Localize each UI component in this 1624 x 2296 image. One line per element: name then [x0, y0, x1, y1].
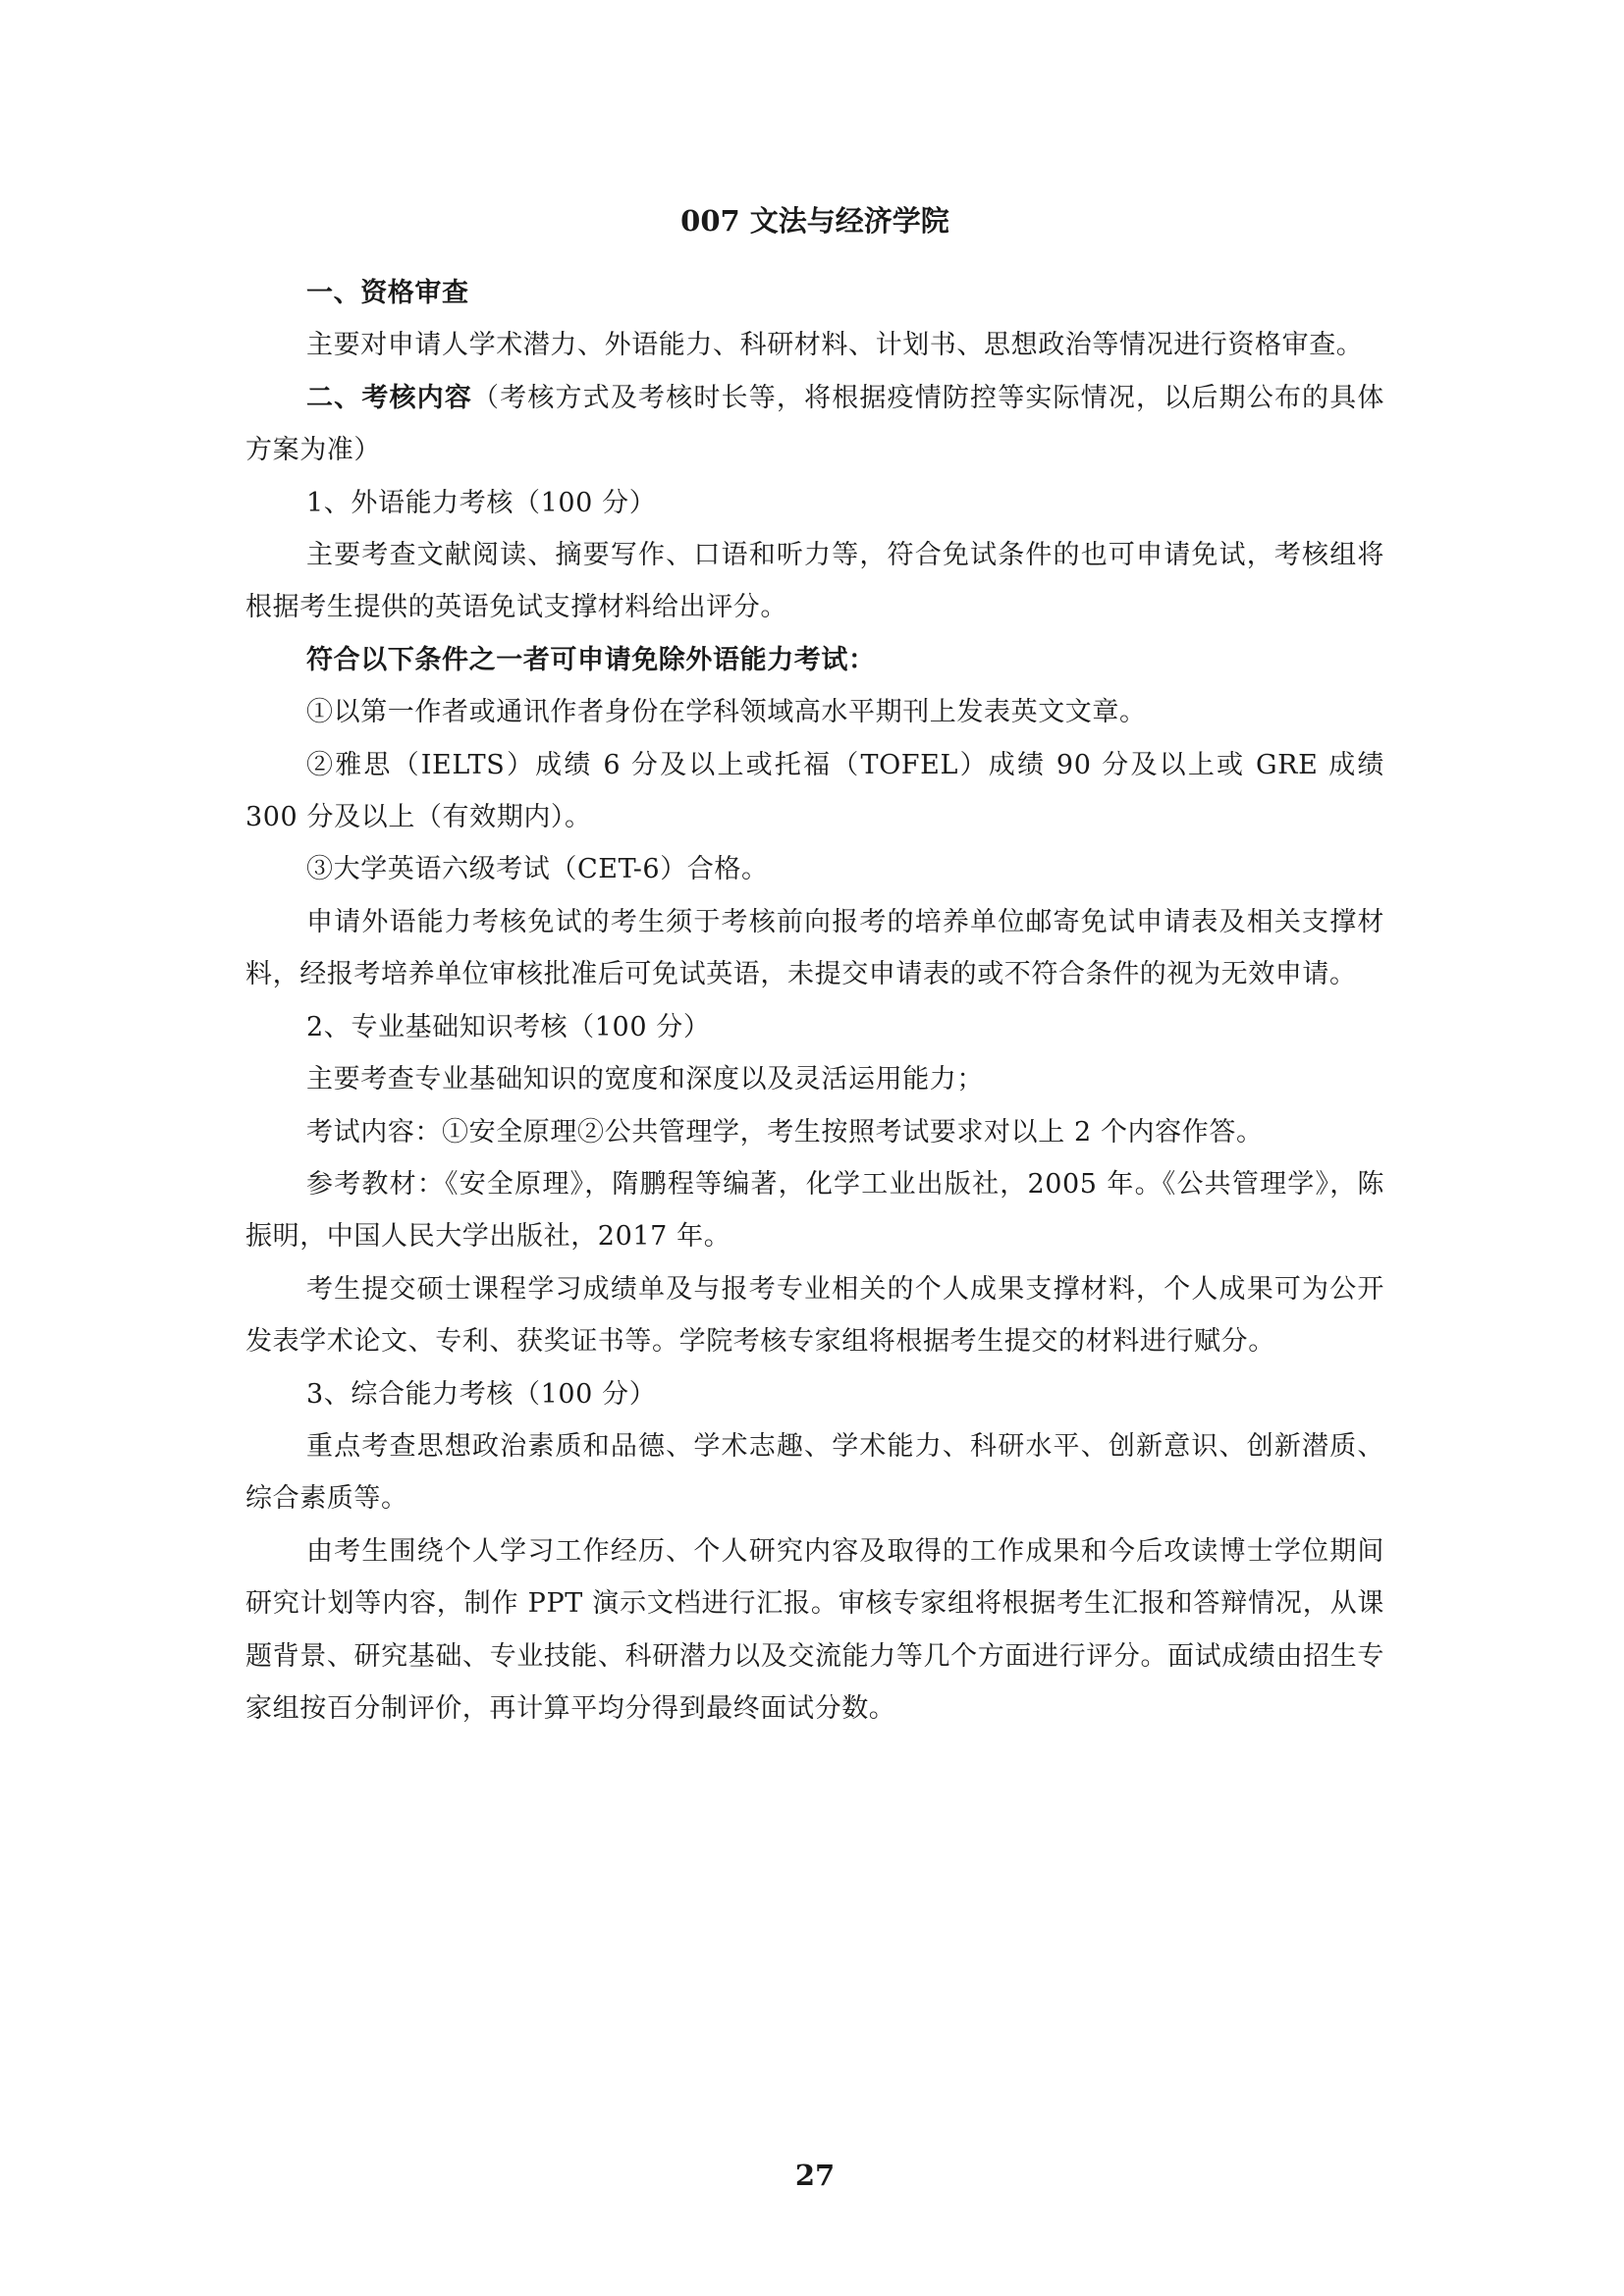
exemption-note-paragraph: 申请外语能力考核免试的考生须于考核前向报考的培养单位邮寄免试申请表及相关支撑材料，经报考培养单位审核批准后可免试英语，未提交申请表的或不符合条件的视为无效申请。: [245, 906, 1384, 990]
materials-submission-paragraph: 考生提交硕士课程学习成绩单及与报考专业相关的个人成果支撑材料，个人成果可为公开发表学术论文、专利、获奖证书等。学院考核专家组将根据考生提交的材料进行赋分。: [245, 1273, 1384, 1358]
section-heading-assessment: 二、考核内容: [306, 382, 473, 413]
exemption-condition-2: ②雅思（IELTS）成绩 6 分及以上或托福（TOFEL）成绩 90 分及以上或 GRE 成绩 300 分及以上（有效期内）。: [245, 749, 1384, 833]
assessment-content-paragraph: [245, 372, 1384, 477]
foreign-language-paragraph: 主要考查文献阅读、摘要写作、口语和听力等，符合免试条件的也可申请免试，考核组将根据考生提供的英语免试支撑材料给出评分。: [245, 540, 1384, 623]
exam-content-paragraph: 考试内容：①安全原理②公共管理学，考生按照考试要求对以上 2 个内容作答。: [306, 1116, 1264, 1148]
comprehensive-ability-paragraph: 重点考查思想政治素质和品德、学术志趣、学术能力、科研水平、创新意识、创新潜质、综合素质等。: [245, 1430, 1384, 1515]
foreign-language-title: 1、外语能力考核（100 分）: [306, 487, 657, 518]
reference-textbooks-paragraph: 参考教材：《安全原理》，隋鹏程等编著，化学工业出版社，2005 年。《公共管理学》，陈振明，中国人民大学出版社，2017 年。: [245, 1168, 1384, 1253]
document-body: [245, 267, 1384, 1735]
assessment-note: （考核方式及考核时长等，将根据疫情防控等实际情况，以后期公布的具体方案为准）: [245, 382, 1384, 466]
exemption-heading: 符合以下条件之一者可申请免除外语能力考试：: [306, 644, 876, 675]
page-title: 007 文法与经济学院: [680, 204, 949, 238]
page-number: 27: [794, 2159, 836, 2192]
professional-knowledge-paragraph: 主要考查专业基础知识的宽度和深度以及灵活运用能力；: [306, 1064, 984, 1095]
exemption-condition-1: ①以第一作者或通讯作者身份在学科领域高水平期刊上发表英文文章。: [306, 697, 1147, 728]
document-page: [245, 0, 1384, 2296]
section-heading-qualification: 一、资格审查: [306, 278, 469, 308]
professional-knowledge-title: 2、专业基础知识考核（100 分）: [306, 1011, 711, 1042]
exemption-condition-3: ③大学英语六级考试（CET-6）合格。: [306, 854, 769, 885]
qualification-paragraph: 主要对申请人学术潜力、外语能力、科研材料、计划书、思想政治等情况进行资格审查。: [306, 330, 1364, 361]
presentation-paragraph: 由考生围绕个人学习工作经历、个人研究内容及取得的工作成果和今后攻读博士学位期间研究计划等内容，制作 PPT 演示文档进行汇报。审核专家组将根据考生汇报和答辩情况，从课题背景、研究基础、专业技能、科研潜力以及交流能力等几个方面进行评分。面试成绩由招生专家组按百分制评价，再计算平均分得到最终面试分数。: [245, 1535, 1384, 1724]
comprehensive-ability-title: 3、综合能力考核（100 分）: [306, 1378, 657, 1410]
